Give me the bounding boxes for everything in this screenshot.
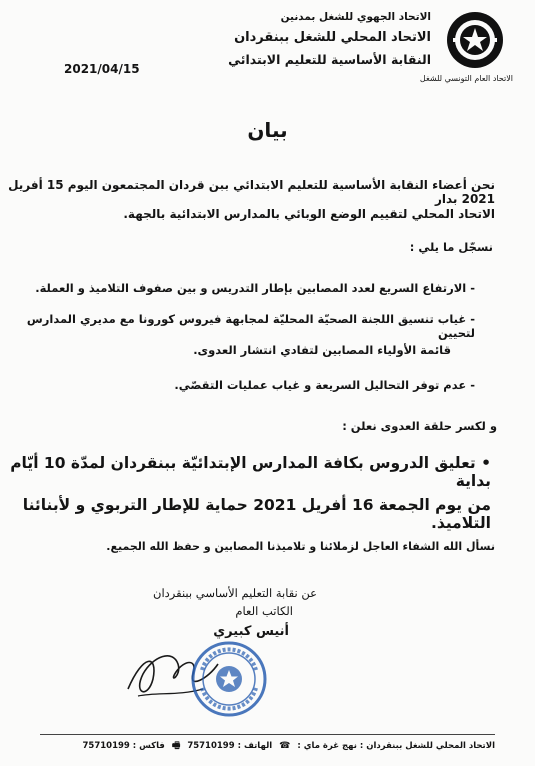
decision-line-2: من يوم الجمعة 16 أفريل 2021 حماية للإطار التربوي و لأبنائنا التلاميذ. (22, 496, 491, 532)
decision-intro: و لكسر حلقة العدوى نعلن : (342, 419, 497, 433)
header-local-union: الاتحاد المحلي للشغل ببنقردان (234, 30, 431, 45)
logo-caption: الاتحاد العام التونسي للشغل (419, 74, 513, 83)
list-item-2-line-2: قائمة الأولياء المصابين لتفادي انتشار العدوى. (193, 343, 451, 357)
list-item-3: - عدم توفر التحاليل السريعة و غياب عمليات التقصّي. (174, 378, 475, 392)
closing-wish: نسأل الله الشفاء العاجل لزملائنا و تلاميذنا المصابين و حفظ الله الجميع. (106, 540, 495, 553)
document-date: 2021/04/15 (64, 62, 140, 76)
footer-fax-label: فاكس : (132, 741, 165, 751)
phone-icon: ☎ (279, 741, 291, 751)
union-stamp-icon (190, 640, 268, 718)
footer-phone-label: الهاتف : (237, 741, 273, 751)
header-basic-union: النقابة الأساسية للتعليم الابتدائي (228, 52, 431, 67)
document-title: بيان (247, 118, 288, 142)
footer-fax: 75710199 (82, 741, 130, 751)
footer-divider (40, 734, 495, 735)
signature-role: الكاتب العام (235, 604, 293, 618)
fax-icon: 🖷 (171, 741, 181, 751)
intro-line-1: نحن أعضاء النقابة الأساسية للتعليم الابتدائي ببن قردان المجتمعون اليوم 15 أفريل 2021 بدار (8, 178, 495, 206)
intro-line-2: الاتحاد المحلي لتقييم الوضع الوبائي بالمدارس الابتدائية بالجهة. (123, 207, 495, 221)
header-regional-union: الاتحاد الجهوي للشغل بمدنين (280, 11, 431, 23)
footer-contact (83, 738, 496, 754)
decision-line-1: • تعليق الدروس بكافة المدارس الإبتدائيّة ببنقردان لمدّة 10 أيّام بداية (10, 454, 491, 490)
footer-phone: 75710199 (187, 741, 235, 751)
union-logo-icon (445, 10, 505, 70)
list-item-1: - الارتفاع السريع لعدد المصابين بإطار التدريس و بين صفوف التلاميذ و العملة. (35, 281, 475, 295)
list-item-2-line-1: - غياب تنسيق اللجنة الصحيّة المحليّة لمجابهة فيروس كورونا مع مديري المدارس لتحيين (26, 312, 475, 340)
signature-on-behalf: عن نقابة التعليم الأساسي ببنقردان (153, 586, 317, 600)
we-note-heading: نسجّل ما يلي : (409, 240, 493, 254)
signatory-name: أنيس كبيري (213, 624, 289, 639)
footer-address: الاتحاد المحلي للشغل ببنقردان : نهج غرة ماي : (297, 741, 495, 751)
